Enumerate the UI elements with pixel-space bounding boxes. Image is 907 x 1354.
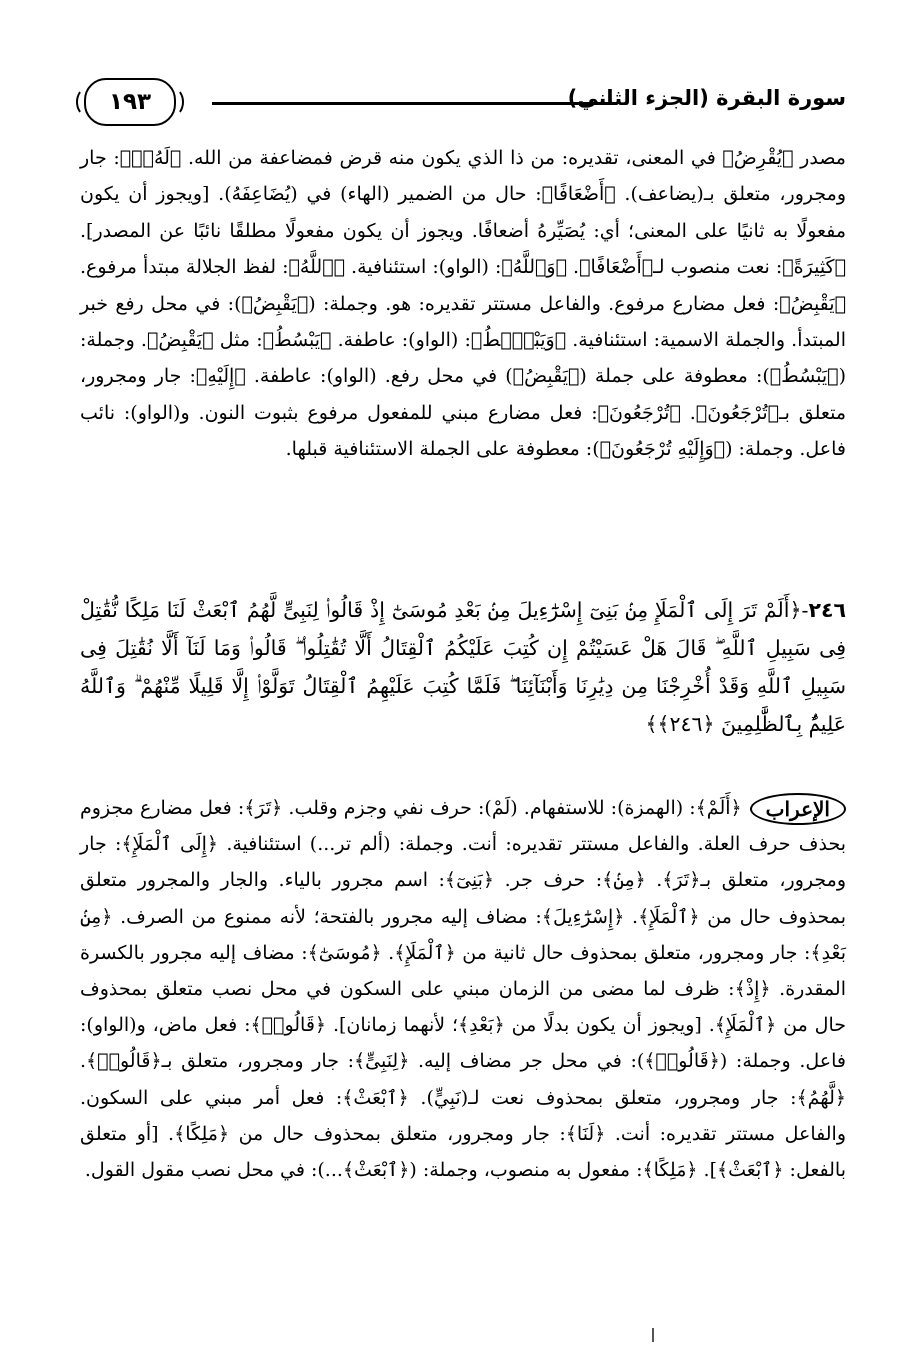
verse-dash: - xyxy=(801,598,809,622)
page-number: ١٩٣ xyxy=(84,78,176,126)
footer-mark xyxy=(652,1328,654,1342)
verse-number: ٢٤٦ xyxy=(808,598,846,622)
verse-text: ﴿أَلَمْ تَرَ إِلَى ٱلْمَلَإِ مِنۢ بَنِىٓ إِسْرَٰٓءِيلَ مِنۢ بَعْدِ مُوسَىٰٓ إِذْ قَالُوا۟ لِنَبِىٍّ لَّهُمُ ٱبْعَثْ لَنَا مَلِكًا نُّقَٰتِلْ فِى سَبِيلِ ٱللَّهِ ۖ قَالَ هَلْ عَسَيْتُمْ إِن كُتِبَ عَلَيْكُمُ ٱلْقِتَالُ أَلَّا تُقَٰتِلُوا۟ ۖ قَالُوا۟ وَمَا لَنَآ أَلَّا نُقَٰتِلَ فِى سَبِيلِ ٱللَّهِ وَقَدْ أُخْرِجْنَا مِن دِيَٰرِنَا وَأَبْنَآئِنَا ۖ فَلَمَّا كُتِبَ عَلَيْهِمُ ٱلْقِتَالُ تَوَلَّوْا۟ إِلَّا قَلِيلًا مِّنْهُمْ ۗ وَٱللَّهُ عَلِيمٌۢ بِٱلظَّٰلِمِينَ ﴿٢٤٦﴾﴾ xyxy=(80,598,846,736)
page-header xyxy=(78,78,848,128)
quran-verse-block xyxy=(80,591,846,743)
header-rule xyxy=(212,102,617,105)
irab-paragraph xyxy=(80,790,846,1188)
running-title: سورة البقرة (الجزء الثاني) xyxy=(567,86,846,110)
paragraph-continuation: مصدر ﴿يُقْرِضُ﴾ في المعنى، تقديره: من ذا الذي يكون منه قرض فمضاعفة من الله. ﴿لَهُۥٓ﴾: جار ومجرور، متعلق بـ(يضاعف). ﴿أَضْعَافًا﴾: حال من الضمير (الهاء) في (يُضَاعِفَهُ). [ويجوز أن يكون مفعولًا به ثانيًا على المعنى؛ أي: يُصَيِّرهُ أضعافًا. ويجوز أن يكون مفعولًا مطلقًا نائبًا عن المصدر]. ﴿كَثِيرَةً﴾: نعت منصوب لـ﴿أَضْعَافًا﴾. ﴿وَٱللَّهُ﴾: (الواو): استئنافية. ﴿ٱللَّهُ﴾: لفظ الجلالة مبتدأ مرفوع. ﴿يَقْبِضُ﴾: فعل مضارع مرفوع. والفاعل مستتر تقديره: هو. وجملة: (﴿يَقْبِضُ﴾): في محل رفع خبر المبتدأ. والجملة الاسمية: استئنافية. ﴿وَيَبْصُۜطُ﴾: (الواو): عاطفة. ﴿يَبْسُطُ﴾: مثل ﴿يَقْبِضُ﴾. وجملة: (﴿يَبْسُطُ﴾): معطوفة على جملة (﴿يَقْبِضُ﴾) في محل رفع. (الواو): عاطفة. ﴿إِلَيْهِ﴾: جار ومجرور، متعلق بـ﴿تُرْجَعُونَ﴾. ﴿تُرْجَعُونَ﴾: فعل مضارع مبني للمفعول مرفوع بثبوت النون. و(الواو): نائب فاعل. وجملة: (﴿وَإِلَيْهِ تُرْجَعُونَ﴾): معطوفة على الجملة الاستئنافية قبلها. xyxy=(80,147,846,461)
irab-text: ﴿أَلَمْ﴾: (الهمزة): للاستفهام. (لَمْ): حرف نفي وجزم وقلب. ﴿تَرَ﴾: فعل مضارع مجزوم بحذف حرف العلة. والفاعل مستتر تقديره: أنت. وجملة: (ألم تر...) استئنافية. ﴿إِلَى ٱلْمَلَإِ﴾: جار ومجرور، متعلق بـ﴿تَرَ﴾. ﴿مِنۢ﴾: حرف جر. ﴿بَنِىٓ﴾: اسم مجرور بالياء. والجار والمجرور متعلق بمحذوف حال من ﴿ٱلْمَلَإِ﴾. ﴿إِسْرَٰٓءِيلَ﴾: مضاف إليه مجرور بالفتحة؛ لأنه ممنوع من الصرف. ﴿مِنۢ بَعْدِ﴾: جار ومجرور، متعلق بمحذوف حال ثانية من ﴿ٱلْمَلَإِ﴾. ﴿مُوسَىٰٓ﴾: مضاف إليه مجرور بالكسرة المقدرة. ﴿إِذْ﴾: ظرف لما مضى من الزمان مبني على السكون في محل نصب متعلق بمحذوف حال من ﴿ٱلْمَلَإِ﴾. [ويجوز أن يكون بدلًا من ﴿بَعْدِ﴾؛ لأنهما زمانان]. ﴿قَالُوا۟﴾: فعل ماض، و(الواو): فاعل. وجملة: (﴿قَالُوا۟﴾): في محل جر مضاف إليه. ﴿لِنَبِىٍّ﴾: جار ومجرور، متعلق بـ﴿قَالُوا۟﴾. ﴿لَّهُمُ﴾: جار ومجرور، متعلق بمحذوف نعت لـ(نَبِيٍّ). ﴿ٱبْعَثْ﴾: فعل أمر مبني على السكون. والفاعل مستتر تقديره: أنت. ﴿لَنَا﴾: جار ومجرور، متعلق بمحذوف حال من ﴿مَلِكًا﴾. [أو متعلق بالفعل: ﴿ٱبْعَثْ﴾]. ﴿مَلِكًا﴾: مفعول به منصوب، وجملة: (﴿ٱبْعَثْ﴾...): في محل نصب مقول القول. xyxy=(80,797,846,1182)
irab-heading-badge: الإعراب xyxy=(750,793,846,825)
